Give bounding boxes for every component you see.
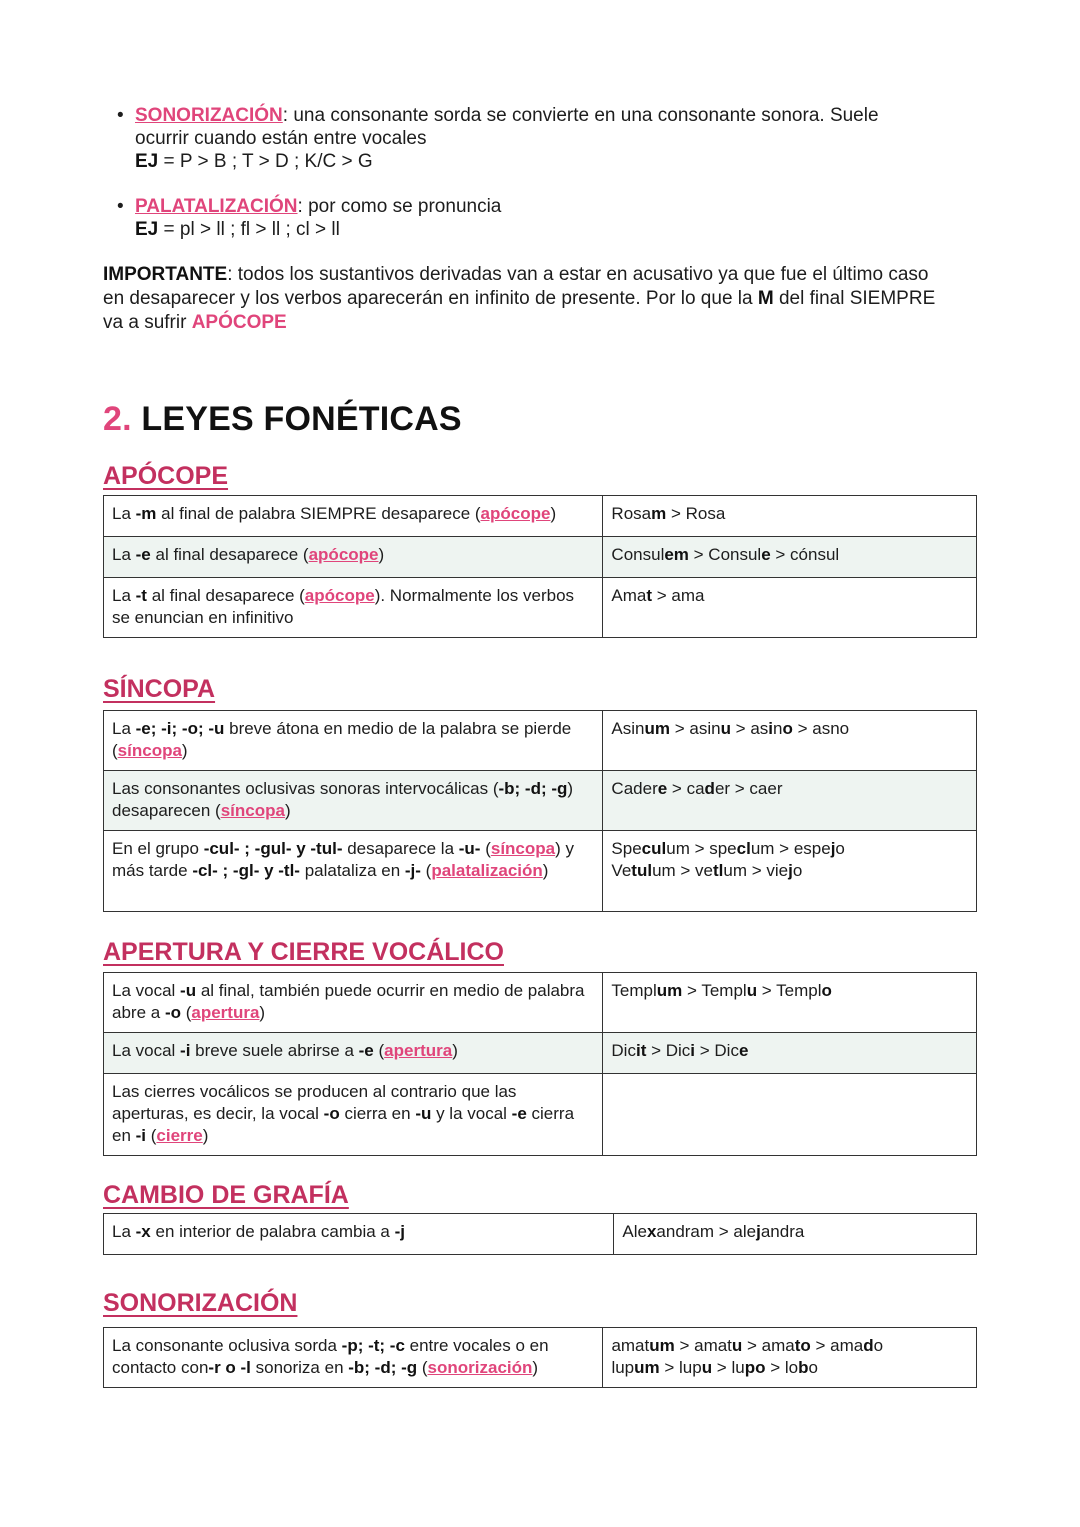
bullet-text-line2: ocurrir cuando están entre vocales [135, 128, 427, 149]
table-cell: Amat > ama [603, 578, 977, 638]
important-apocope: APÓCOPE [191, 312, 287, 333]
bullet-sonorizacion [117, 104, 1015, 173]
table-row [104, 578, 977, 638]
tag-apertura: apertura [384, 1041, 453, 1060]
important-label: IMPORTANTE [103, 264, 228, 285]
ej-text: = pl > ll ; fl > ll ; cl > ll [158, 219, 340, 240]
table-cell [603, 1074, 977, 1156]
table-cell: La -e al final desaparece (apócope) [104, 537, 603, 578]
table-cell: La vocal -i breve suele abrirse a -e (apertura) [104, 1033, 603, 1074]
table-row [104, 831, 977, 912]
table-row [104, 771, 977, 831]
table-cell: amatum > amatu > amato > amado lupum > lupu > lupo > lobo [603, 1328, 977, 1388]
heading-title: LEYES FONÉTICAS [141, 400, 462, 438]
important-text: en desaparecer y los verbos aparecerán en infinito de presente. Por lo que la [103, 288, 753, 309]
table-cell: La -x en interior de palabra cambia a -j [104, 1214, 614, 1255]
tag-sonorizacion: sonorización [427, 1358, 533, 1377]
bullet-dot: • [117, 196, 124, 217]
term-palatalizacion: PALATALIZACIÓN [135, 196, 298, 217]
table-cell: Alexandram > alejandra [614, 1214, 977, 1255]
table-row [104, 1074, 977, 1156]
table-cell: Las consonantes oclusivas sonoras intervocálicas (-b; -d; -g) desaparecen (síncopa) [104, 771, 603, 831]
table-cell: En el grupo -cul- ; -gul- y -tul- desaparece la -u- (síncopa) y más tarde -cl- ; -gl- y -tl- palataliza en -j- (palatalización) [104, 831, 603, 912]
table-row [104, 537, 977, 578]
bullet-palatalizacion [117, 195, 1015, 241]
important-note [103, 263, 1003, 335]
table-cell: Speculum > speclum > espejo Vetulum > vetlum > viejo [603, 831, 977, 912]
term-sonorizacion: SONORIZACIÓN [135, 105, 283, 126]
table-cell: Templum > Templu > Templo [603, 973, 977, 1033]
table-cell: Rosam > Rosa [603, 496, 977, 537]
ej-text: = P > B ; T > D ; K/C > G [158, 151, 373, 172]
table-cell: Consulem > Consule > cónsul [603, 537, 977, 578]
section-title-grafia: CAMBIO DE GRAFÍA [103, 1181, 349, 1209]
table-row [104, 1033, 977, 1074]
table-cell: Asinum > asinu > asino > asno [603, 711, 977, 771]
section-title-apocope: APÓCOPE [103, 462, 229, 490]
important-text: del final SIEMPRE [773, 288, 936, 309]
tag-apocope: apócope [308, 545, 379, 564]
tag-sincopa: síncopa [220, 801, 285, 820]
table-cell: Dicit > Dici > Dice [603, 1033, 977, 1074]
table-cell: La vocal -u al final, también puede ocurrir en medio de palabra abre a -o (apertura) [104, 973, 603, 1033]
table-row [104, 711, 977, 771]
table-cell: La -m al final de palabra SIEMPRE desaparece (apócope) [104, 496, 603, 537]
tag-palatalizacion: palatalización [431, 861, 543, 880]
important-text: va a sufrir [103, 312, 187, 333]
table-sonorizacion [103, 1327, 977, 1388]
section-title-apertura: APERTURA Y CIERRE VOCÁLICO [103, 938, 504, 966]
tag-sincopa: síncopa [117, 741, 182, 760]
table-row [104, 973, 977, 1033]
table-grafia [103, 1213, 977, 1255]
table-apocope [103, 495, 977, 638]
table-cell: Las cierres vocálicos se producen al contrario que las aperturas, es decir, la vocal -o cierra en -u y la vocal -e cierra en -i (cierre) [104, 1074, 603, 1156]
table-apertura [103, 972, 977, 1156]
important-text: : todos los sustantivos derivadas van a estar en acusativo ya que fue el último caso [227, 264, 929, 285]
tag-cierre: cierre [156, 1126, 203, 1145]
section-title-sincopa: SÍNCOPA [103, 675, 216, 703]
tag-apocope: apócope [480, 504, 551, 523]
bullet-text: : por como se pronuncia [297, 196, 502, 217]
table-row [104, 1214, 977, 1255]
bullet-dot: • [117, 105, 124, 126]
table-cell: Cadere > cader > caer [603, 771, 977, 831]
section-heading [103, 400, 462, 439]
ej-label: EJ [135, 151, 159, 172]
heading-number: 2. [103, 400, 132, 438]
table-sincopa [103, 710, 977, 912]
letter-m: M [757, 288, 774, 309]
table-cell: La -e; -i; -o; -u breve átona en medio de la palabra se pierde (síncopa) [104, 711, 603, 771]
table-row [104, 1328, 977, 1388]
table-cell: La -t al final desaparece (apócope). Normalmente los verbos se enuncian en infinitivo [104, 578, 603, 638]
table-row [104, 496, 977, 537]
tag-apertura: apertura [191, 1003, 260, 1022]
section-title-sonorizacion: SONORIZACIÓN [103, 1289, 298, 1317]
table-cell: La consonante oclusiva sorda -p; -t; -c entre vocales o en contacto con-r o -l sonoriza en -b; -d; -g (sonorización) [104, 1328, 603, 1388]
bullet-text: : una consonante sorda se convierte en una consonante sonora. Suele [282, 105, 879, 126]
tag-sincopa: síncopa [490, 839, 556, 858]
tag-apocope: apócope [304, 586, 375, 605]
ej-label: EJ [135, 219, 159, 240]
